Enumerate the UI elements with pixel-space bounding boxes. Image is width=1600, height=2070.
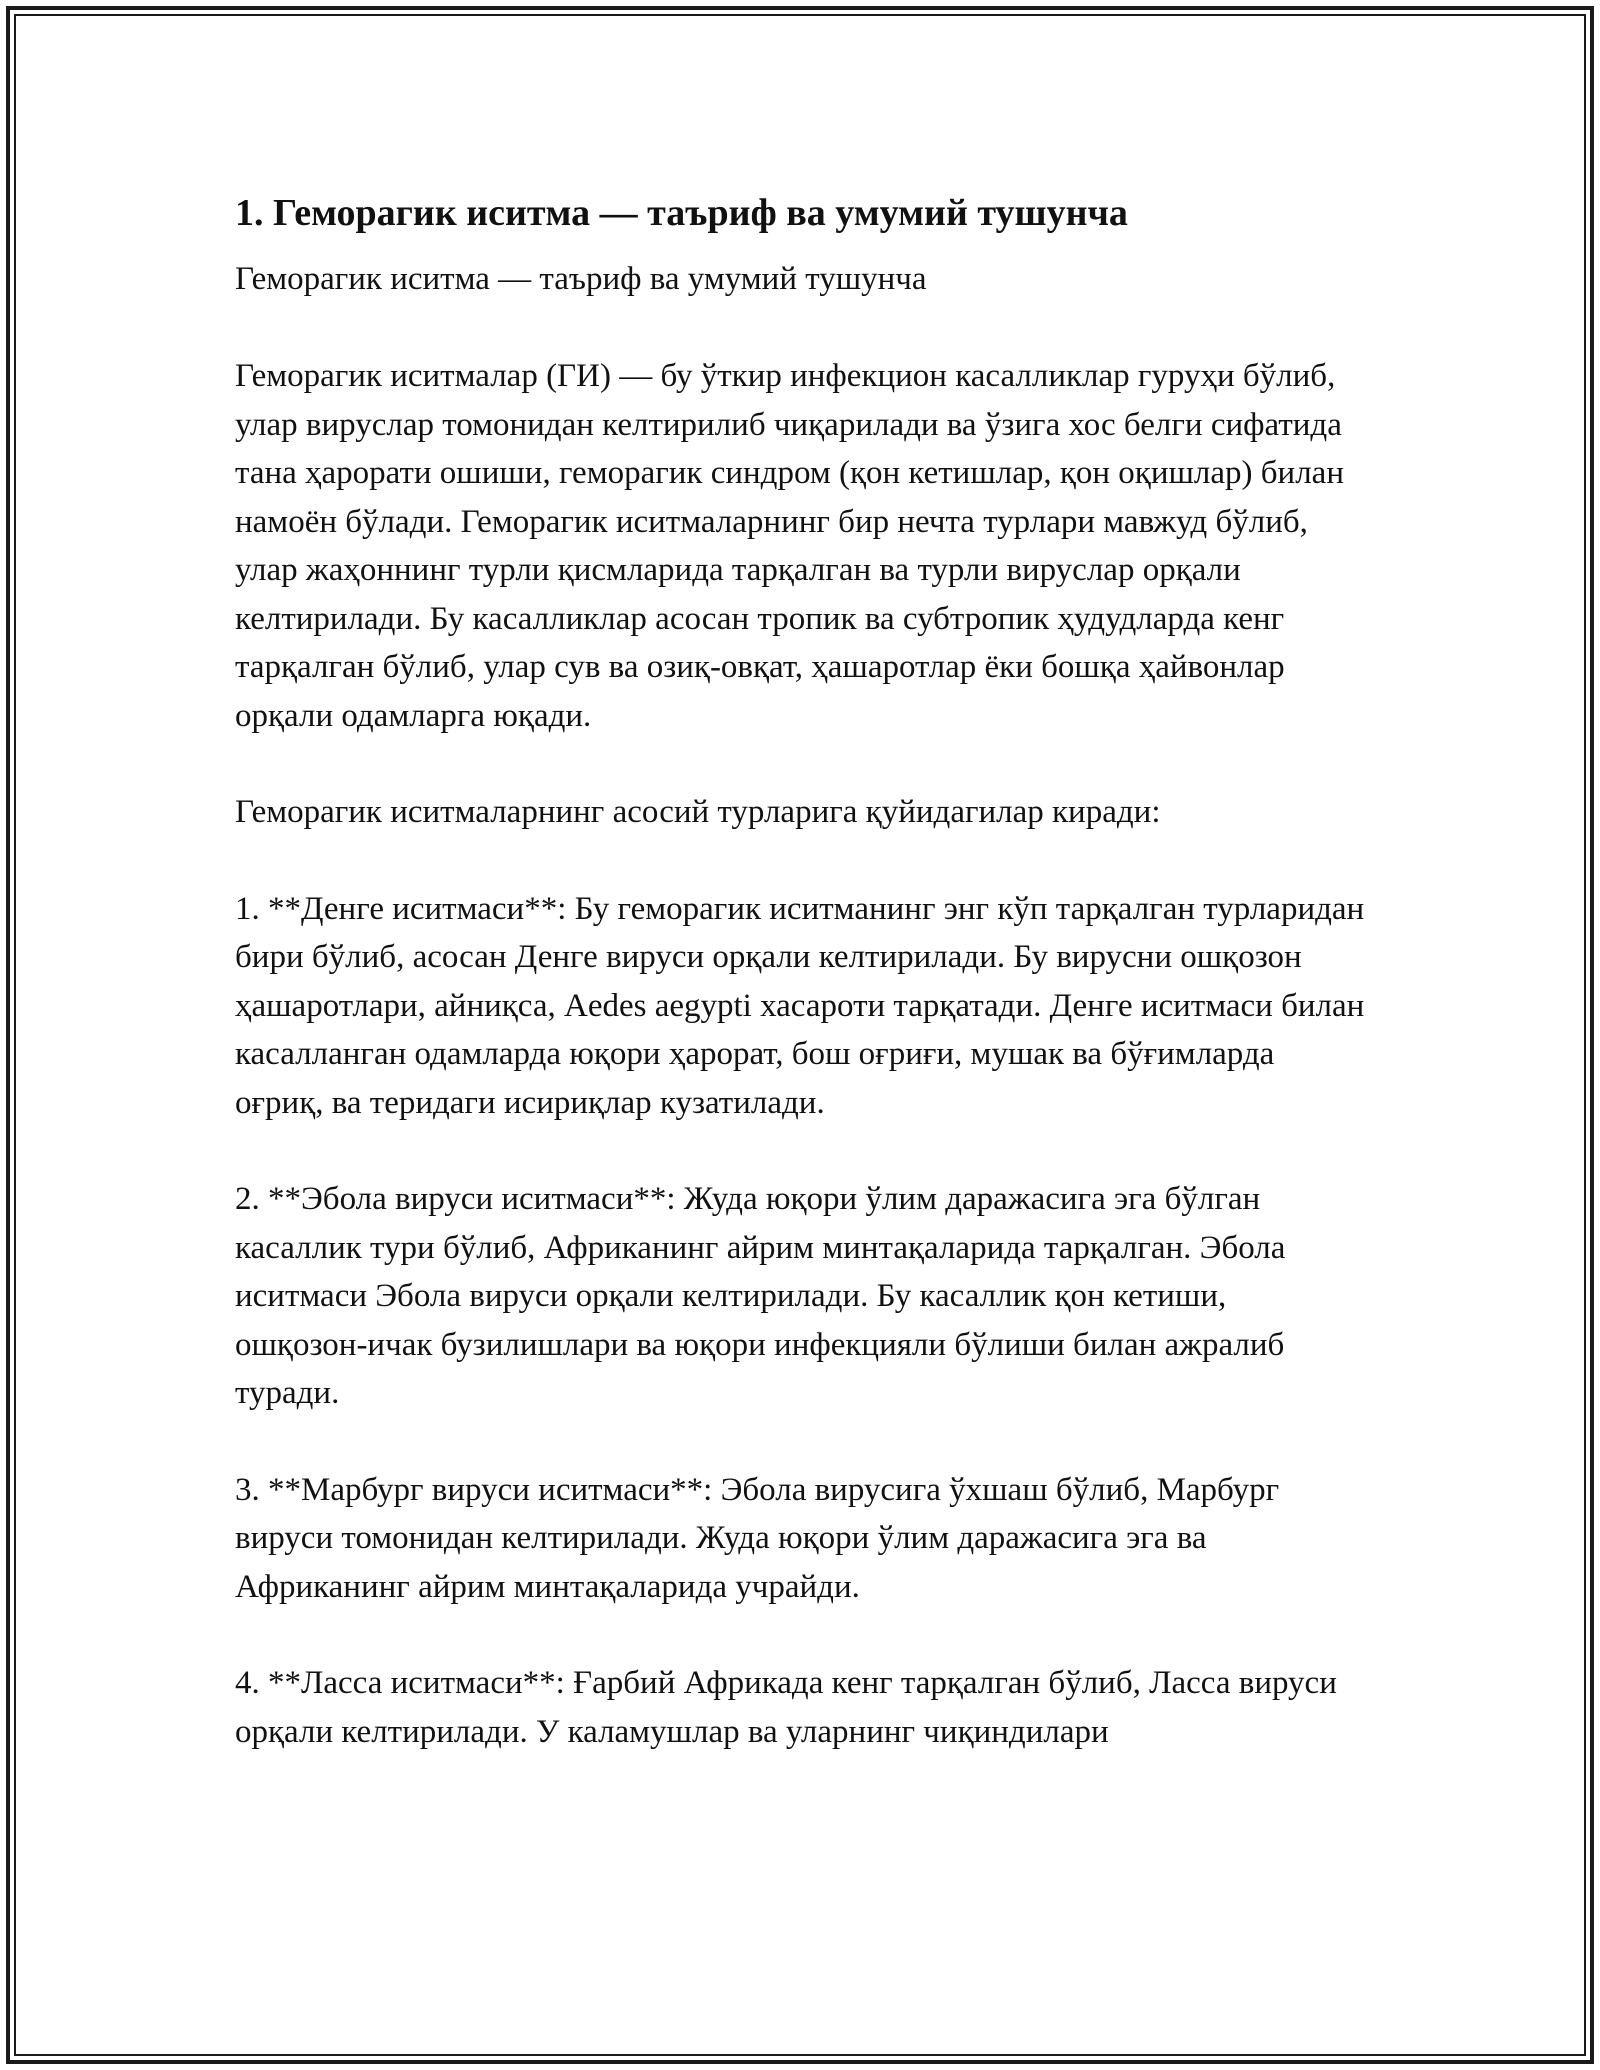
- section-subtitle: Геморагик иситма — таъриф ва умумий тушунча: [235, 261, 927, 297]
- intro-paragraph: Геморагик иситмалар (ГИ) — бу ўткир инфекцион касалликлар гуруҳи бўлиб, улар вируслар томонидан келтирилиб чиқарилади ва ўзига хос белги сифатида тана ҳарорати ошиши, геморагик синдром (қон кетишлар, қон оқишлар) билан намоён бўлади. Геморагик иситмаларнинг бир нечта турлари мавжуд бўлиб, улар жаҳоннинг турли қисмларида тарқалган ва турли вируслар орқали келтирилади. Бу касалликлар асосан тропик ва субтропик ҳудудларда кенг тарқалган бўлиб, улар сув ва озиқ-овқат, ҳашаротлар ёки бошқа ҳайвонлар орқали одамларга юқади.: [235, 358, 1344, 734]
- section-heading: 1. Геморагик иситма — таъриф ва умумий тушунча: [235, 192, 1128, 234]
- list-item-ebola: 2. **Эбола вируси иситмаси**: Жуда юқори ўлим даражасига эга бўлган касаллик тури бўлиб, Африканинг айрим минтақаларида тарқалган. Эбола иситмаси Эбола вируси орқали келтирилади. Бу касаллик қон кетиши, ошқозон-ичак бузилишлари ва юқори инфекцияли бўлиши билан ажралиб туради.: [235, 1181, 1286, 1411]
- types-intro-paragraph: Геморагик иситмаларнинг асосий турларига қуйидагилар киради:: [235, 794, 1161, 830]
- list-item-lassa: 4. **Ласса иситмаси**: Ғарбий Африкада кенг тарқалган бўлиб, Ласса вируси орқали келтирилади. У каламушлар ва уларнинг чиқиндилари: [235, 1665, 1337, 1750]
- list-item-marburg: 3. **Марбург вируси иситмаси**: Эбола вирусига ўхшаш бўлиб, Марбург вируси томонидан келтирилади. Жуда юқори ўлим даражасига эга ва Африканинг айрим минтақаларида учрайди.: [235, 1471, 1280, 1605]
- document-body: [235, 185, 1365, 1756]
- list-item-dengue: 1. **Денге иситмаси**: Бу геморагик иситманинг энг кўп тарқалган турларидан бири бўлиб, асосан Денге вируси орқали келтирилади. Бу вирусни ошқозон ҳашаротлари, айниқса, Aedes aegypti хасароти тарқатади. Денге иситмаси билан касалланган одамларда юқори ҳарорат, бош оғриғи, мушак ва бўғимларда оғриқ, ва теридаги исириқлар кузатилади.: [235, 890, 1365, 1121]
